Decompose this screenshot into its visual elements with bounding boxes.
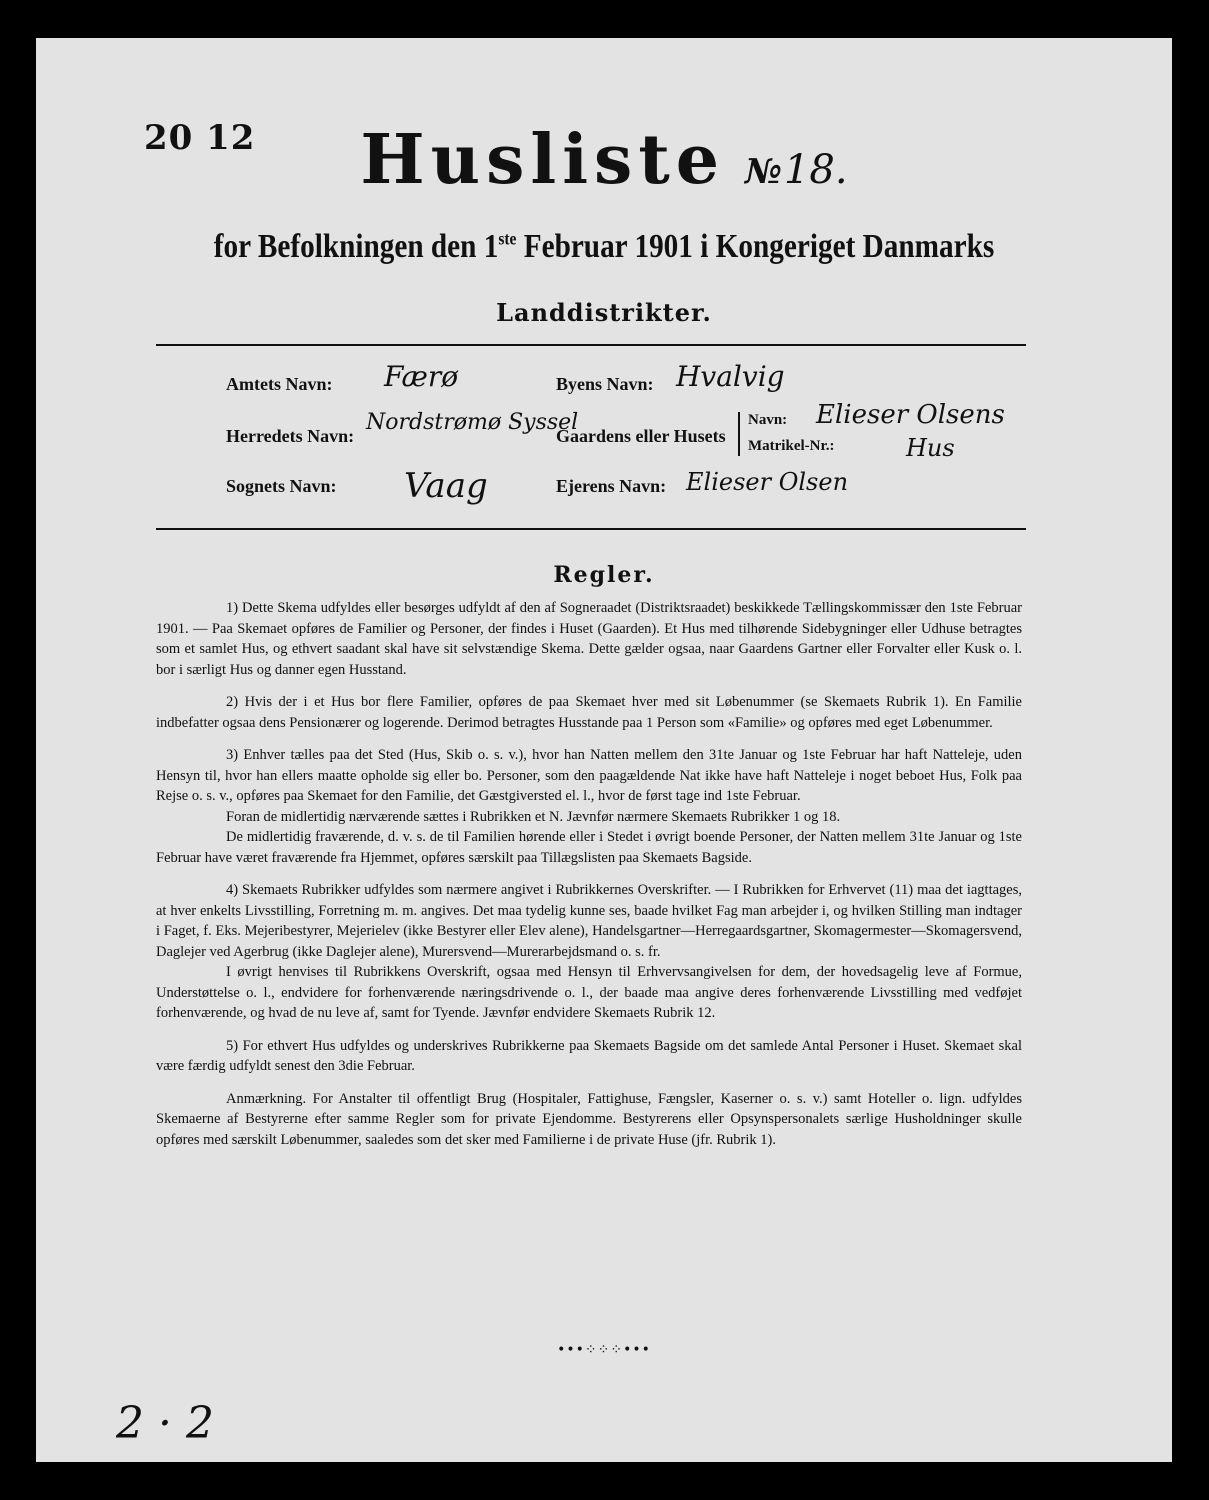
form-title — [36, 120, 1172, 200]
subtitle-text-b: Februar 1901 i Kongeriget Danmarks — [516, 228, 995, 265]
by-value: Hvalvig — [676, 360, 785, 393]
top-rule — [156, 344, 1026, 346]
sogn-value: Vaag — [404, 466, 488, 506]
sogn-label: Sognets Navn: — [226, 476, 337, 496]
ejer-value: Elieser Olsen — [686, 468, 849, 496]
rules-heading: Regler. — [553, 562, 655, 588]
gaard-label: Gaardens eller Husets — [556, 426, 726, 446]
ejer-label: Ejerens Navn: — [556, 476, 667, 496]
rule-3-continued: Foran de midlertidig nærværende sættes i Rubrikken et N. Jævnfør nærmere Skemaets Rubrikker 1 og 18. — [226, 808, 841, 825]
subtitle-sup: ste — [498, 228, 517, 249]
rule-2: 2) Hvis der i et Hus bor flere Familier, opføres de paa Skemaet hver med sit Løbenummer (se Skemaets Rubrik 1). En Familie indbefatter ogsaa dens Pensionærer og logerende. Derimod betragtes Husstande paa 1 Person som «Familie» og opføres med eget Løbenummer. — [156, 694, 1022, 731]
rule-4: 4) Skemaets Rubrikker udfyldes som nærmere angivet i Rubrikkernes Overskrifter. — I Rubrikken for Erhvervet (11) maa det iagttages, at hver enkelts Livsstilling, Forretning m. m. angives. Det maa tydelig kunne ses, baade hvilket Fag man arbejder i, og hvilken Stilling man indtager i Faget, f. Eks. Mejeribestyrer, Mejerielev (ikke Bestyrer eller Elev alene), Handelsgartner—Herregaardsgartner, Skomagermester—Skomagersvend, Daglejer ved Agerbrug (ikke Daglejer alene), Murersvend—Murerarbejdsmand o. s. fr. — [156, 882, 1022, 960]
remark: Anmærkning. For Anstalter til offentligt Brug (Hospitaler, Fattighuse, Fængsler, Kaserner o. s. v.) samt Hoteller o. lign. udfyldes Skemaerne af Bestyrerne efter samme Regler som for private Ejendomme. Bestyrerens eller Opsynspersonalets særlige Husholdninger skulle opføres med særskilt Løbenummer, saaledes som det sker med Familierne i de private Huse (jfr. Rubrik 1). — [156, 1090, 1022, 1148]
herred-value: Nordstrømø Syssel — [366, 410, 579, 435]
handwritten-page-mark: 2 · 2 — [116, 1398, 214, 1449]
matrikel-label: Matrikel-Nr.: — [748, 438, 835, 454]
form-subheading: Landdistrikter. — [496, 298, 712, 327]
number-sign: № — [745, 152, 782, 192]
form-subtitle — [116, 228, 1093, 266]
by-label: Byens Navn: — [556, 374, 654, 394]
bottom-rule — [156, 528, 1026, 530]
house-number-handwritten: 18. — [783, 147, 848, 193]
title-word: Husliste — [360, 120, 725, 200]
navn-label: Navn: — [748, 412, 788, 428]
amt-value: Færø — [384, 360, 459, 393]
census-form-sheet — [36, 38, 1172, 1462]
matrikel-value: Hus — [906, 434, 955, 462]
rule-3: 3) Enhver tælles paa det Sted (Hus, Skib o. s. v.), hvor han Natten mellem den 31te Januar og 1ste Februar har haft Natteleje, uden Hensyn til, hvor han ellers maatte opholde sig eller bo. Personer, som den paagældende Nat ikke have haft Natteleje i noget beboet Hus, Folk paa Rejse o. s. v., opføres paa Skemaet for den Familie, det Gæstgiversted el. l., hvor de først tage ind 1ste Februar. — [156, 747, 1022, 804]
amt-label: Amtets Navn: — [226, 374, 333, 394]
reference-number: 20 12 — [144, 118, 256, 158]
subtitle-text-a: for Befolkningen den 1 — [213, 228, 499, 265]
rule-1: 1) Dette Skema udfyldes eller besørges udfyldt af den af Sogneraadet (Distriktsraadet) beskikkede Tællingskommissær den 1ste Februar 1901. — Paa Skemaet opføres de Familier og Personer, der findes i Huset (Gaarden). Et Hus med tilhørende Sidebygninger eller Udhuse betragtes som et samlet Hus, og ethvert saadant skal have sit selvstændige Skema. Dette gælder ogsaa, naar Gaardens Gartner eller Forvalter eller Kusk o. l. bor i særligt Hus og danner egen Husstand. — [156, 600, 1022, 678]
navn-value: Elieser Olsens — [816, 400, 1005, 430]
rule-5: 5) For ethvert Hus udfyldes og underskrives Rubrikkerne paa Skemaets Bagside om det samlede Antal Personer i Huset. Skemaet skal være færdig udfyldt senest den 3die Februar. — [156, 1037, 1022, 1074]
rules-body — [156, 598, 1022, 1162]
rule-3-absentees: De midlertidig fraværende, d. v. s. de til Familien hørende eller i Stedet i øvrigt boende Personer, der Natten mellem 31te Januar og 1ste Februar have været fraværende fra Hjemmet, opføres særskilt paa Tillægslisten paa Skemaets Bagside. — [156, 829, 1022, 866]
field-bracket — [738, 412, 740, 456]
ornament-divider: •••⁘⁘⁘••• — [557, 1342, 651, 1358]
rule-4-continued: I øvrigt henvises til Rubrikkens Overskrift, ogsaa med Hensyn til Erhvervsangivelsen for dem, der hovedsagelig leve af Formue, Understøttelse o. l., endvidere for forhenværende næringsdrivende o. l., der baade maa angive deres forhenværende Livsstilling med vedføjet forhenværende, og hvad de nu leve af, samt for Tyende. Jævnfør endvidere Skemaets Rubrik 12. — [156, 964, 1022, 1021]
herred-label: Herredets Navn: — [226, 426, 355, 446]
